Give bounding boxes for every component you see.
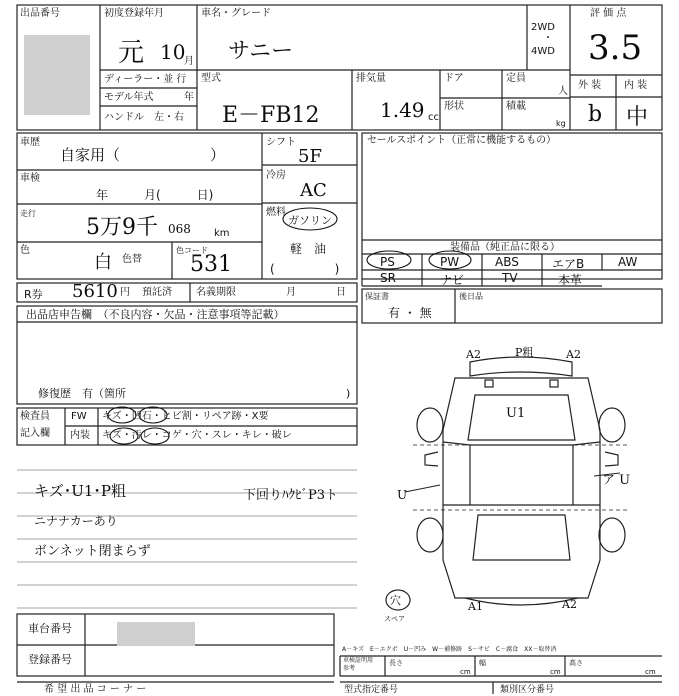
person-unit: 人 <box>558 86 568 97</box>
interior-label: 内 装 <box>624 80 648 91</box>
equipment-leather: 本革 <box>558 273 583 287</box>
mileage-label: 走行 <box>20 209 36 218</box>
shape-label: 形状 <box>444 101 464 112</box>
mark-rear-right: A2 <box>562 598 577 611</box>
spare-label: スペア <box>384 615 405 623</box>
lot-number-blur <box>24 35 90 115</box>
lot-number-label: 出品番号 <box>20 8 60 19</box>
kg-unit: kg <box>556 119 566 128</box>
remarks-label: 出品店申告欄 （不良内容・欠品・注意事項等記載） <box>26 308 285 321</box>
height-cm: cm <box>645 668 656 676</box>
category-label: 類別区分番号 <box>500 685 555 695</box>
inspector-note-2: 下回りﾊｸﾋﾞP3ト <box>243 488 339 503</box>
first-reg-era: 元 <box>118 38 145 68</box>
equipment-tv: TV <box>502 271 518 285</box>
mark-roof: U1 <box>506 406 526 421</box>
dealer-label: ディーラー・並 行 <box>104 74 187 85</box>
width-label: 幅 <box>479 659 486 667</box>
warranty-label: 保証書 <box>365 292 389 301</box>
recycle-month-unit: 月 <box>286 287 296 298</box>
exterior-label: 外 装 <box>578 80 602 91</box>
displacement-value: 1.49 <box>380 98 425 122</box>
sales-point-label: セールスポイント（正常に機能するもの） <box>367 135 557 146</box>
chassis-label: 車台番号 <box>28 622 72 635</box>
equipment-sr: SR <box>380 271 396 285</box>
equipment-label: 装備品（純正品に限る） <box>450 242 560 253</box>
history-value: 自家用（ ） <box>60 146 226 164</box>
model-designation-label: 型式指定番号 <box>344 685 399 695</box>
equipment-aw: AW <box>618 255 638 269</box>
mark-front-right: A2 <box>566 348 581 361</box>
model-year-label: モデル年式 <box>104 92 154 103</box>
month-unit: 月 <box>184 56 194 67</box>
model-value: E－FB12 <box>222 103 320 128</box>
load-label: 積載 <box>506 101 526 112</box>
mark-rear-left: A1 <box>468 600 483 613</box>
inspector-note-4: ボンネット閉まらず <box>34 544 151 559</box>
color-value: 白 <box>94 252 112 273</box>
fuel-label: 燃料 <box>266 207 286 218</box>
recycle-label: R券 <box>24 288 43 301</box>
inspector-row2-tag: 内装 <box>70 430 90 441</box>
ac-label: 冷房 <box>266 170 286 181</box>
inspector-note-3: ニナナカーあり <box>34 514 118 528</box>
equipment-pw: PW <box>440 255 460 269</box>
mark-right-side: ア U <box>602 473 631 488</box>
inspection-label: 車検 <box>20 173 40 184</box>
repair-label: 修復歴 有（箇所 <box>38 387 126 400</box>
color-code-label: 色コード <box>176 246 208 255</box>
inspector-row1-text: キズ・凹石・ヒビ割・リペア跡・X要 <box>102 411 269 422</box>
mileage-small: 068 <box>168 222 191 236</box>
equipment-airbag: エアB <box>552 257 585 271</box>
shift-label: シフト <box>266 137 296 148</box>
length-label: 長さ <box>389 659 403 667</box>
inspector-row2-text: キズ・汚レ・コゲ・穴・スレ・キレ・破レ <box>102 430 292 441</box>
recycle-day-unit: 日 <box>336 287 346 298</box>
fuel-value: ガソリン <box>288 214 332 227</box>
drive-2wd: 2WD <box>531 22 555 33</box>
inspector-label-bottom: 記入欄 <box>20 428 50 439</box>
chassis-number-blur <box>117 622 195 646</box>
car-diagram <box>386 357 630 610</box>
inspector-row1-tag: FW <box>71 411 87 422</box>
door-label: ドア <box>444 73 464 84</box>
color-code-value: 531 <box>190 252 232 277</box>
first-reg-month: 10 <box>160 40 186 64</box>
rating-label: 評 価 点 <box>590 8 627 19</box>
equipment-ps: PS <box>380 255 395 269</box>
cc-unit: cc <box>428 112 439 123</box>
mark-front-left: A2 <box>466 348 481 361</box>
drive-4wd: 4WD <box>531 46 555 57</box>
color-change-label: 色替 <box>122 254 142 265</box>
mark-front-center: P粗 <box>515 346 534 359</box>
height-label: 高さ <box>569 659 583 667</box>
first-reg-label: 初度登録年月 <box>104 8 164 19</box>
equipment-navi: ナビ <box>440 273 465 287</box>
corner-label: 希 望 出 品 コ ー ナ ー <box>44 684 147 695</box>
spare-mark: 穴 <box>390 594 401 607</box>
fuel-other: ( ) <box>270 262 340 276</box>
drive-dot: ・ <box>543 33 553 44</box>
year-unit: 年 <box>184 92 194 103</box>
after-item-label: 後日品 <box>459 292 483 301</box>
deposit-label: 預託済 <box>142 287 172 298</box>
displacement-label: 排気量 <box>356 73 386 84</box>
recycle-value: 5610 <box>72 281 118 302</box>
warranty-value: 有 ・ 無 <box>388 306 432 320</box>
reg-number-label: 登録番号 <box>28 653 72 666</box>
km-unit: km <box>214 228 230 239</box>
rating-value: 3.5 <box>588 28 643 68</box>
inspector-label-top: 検査員 <box>20 411 50 422</box>
yen-unit: 円 <box>120 287 130 298</box>
ac-value: AC <box>300 180 327 201</box>
exterior-grade: b <box>588 102 603 127</box>
inspection-value: 年 月( 日) <box>96 188 214 202</box>
model-label: 型式 <box>201 73 221 84</box>
width-cm: cm <box>550 668 561 676</box>
handle-label: ハンドル 左・右 <box>104 112 184 123</box>
equipment-abs: ABS <box>495 255 519 269</box>
inspector-note-1: キズ･U1･P粗 <box>34 482 126 500</box>
car-name-label: 車名・グレード <box>201 8 271 19</box>
mark-left-side: U <box>397 488 408 502</box>
expiry-label: 名義期限 <box>196 287 236 298</box>
repair-close: ) <box>346 387 351 400</box>
fuel-diesel: 軽 油 <box>290 242 327 256</box>
length-cm: cm <box>460 668 471 676</box>
history-label: 車歴 <box>20 137 40 148</box>
size-label: 車検証明用 参考 <box>343 657 374 672</box>
capacity-label: 定員 <box>506 73 526 84</box>
damage-legend: A－キズ E－エクボ U－凹み W－補修跡 S－サビ C－腐食 XX－取替済 <box>342 646 557 653</box>
shift-value: 5F <box>298 146 322 167</box>
mileage-value: 5万9千 <box>86 215 158 240</box>
interior-grade: 中 <box>626 105 649 130</box>
car-name: サニー <box>228 39 294 64</box>
color-label: 色 <box>20 245 30 256</box>
